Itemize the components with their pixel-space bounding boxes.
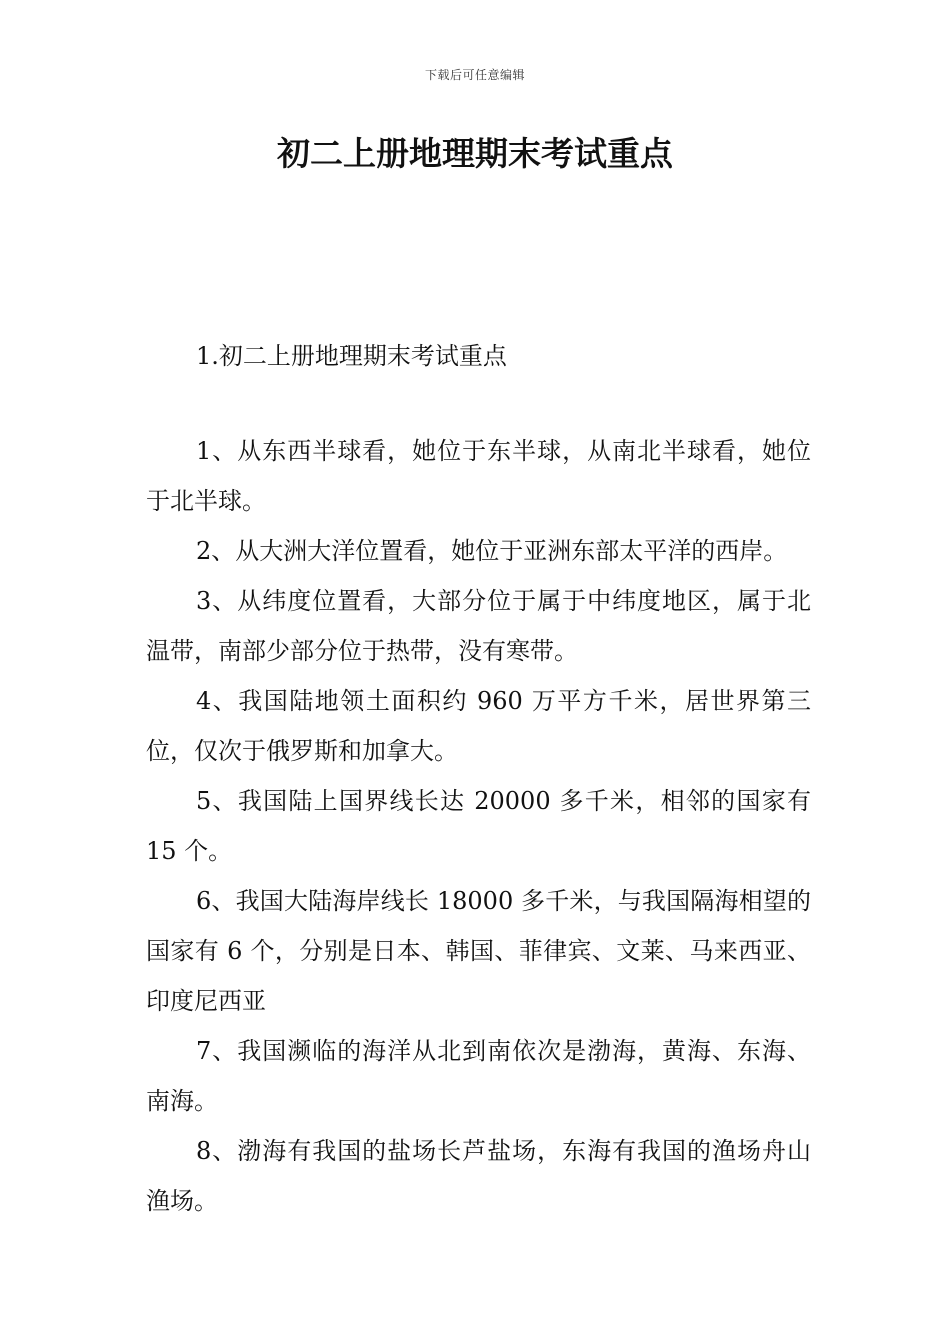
- paragraph: 6、我国大陆海岸线长 18000 多千米，与我国隔海相望的国家有 6 个，分别是日本、韩国、菲律宾、文莱、马来西亚、印度尼西亚: [146, 887, 811, 1015]
- paragraph: 7、我国濒临的海洋从北到南依次是渤海，黄海、东海、南海。: [146, 1037, 811, 1115]
- paragraph: 3、从纬度位置看，大部分位于属于中纬度地区，属于北温带，南部少部分位于热带，没有寒带。: [146, 587, 811, 665]
- paragraph: 5、我国陆上国界线长达 20000 多千米，相邻的国家有 15 个。: [146, 787, 811, 865]
- document-body: [146, 426, 811, 1226]
- paragraph: 1、从东西半球看，她位于东半球，从南北半球看，她位于北半球。: [146, 437, 811, 515]
- header-watermark: 下载后可任意编辑: [424, 68, 525, 82]
- paragraph: 8、渤海有我国的盐场长芦盐场，东海有我国的渔场舟山渔场。: [146, 1137, 811, 1215]
- document-title: 初二上册地理期末考试重点: [277, 134, 673, 173]
- paragraph: 4、我国陆地领土面积约 960 万平方千米，居世界第三位，仅次于俄罗斯和加拿大。: [146, 687, 811, 765]
- section-heading: 1.初二上册地理期末考试重点: [196, 342, 507, 370]
- paragraph: 2、从大洲大洋位置看，她位于亚洲东部太平洋的西岸。: [196, 537, 788, 565]
